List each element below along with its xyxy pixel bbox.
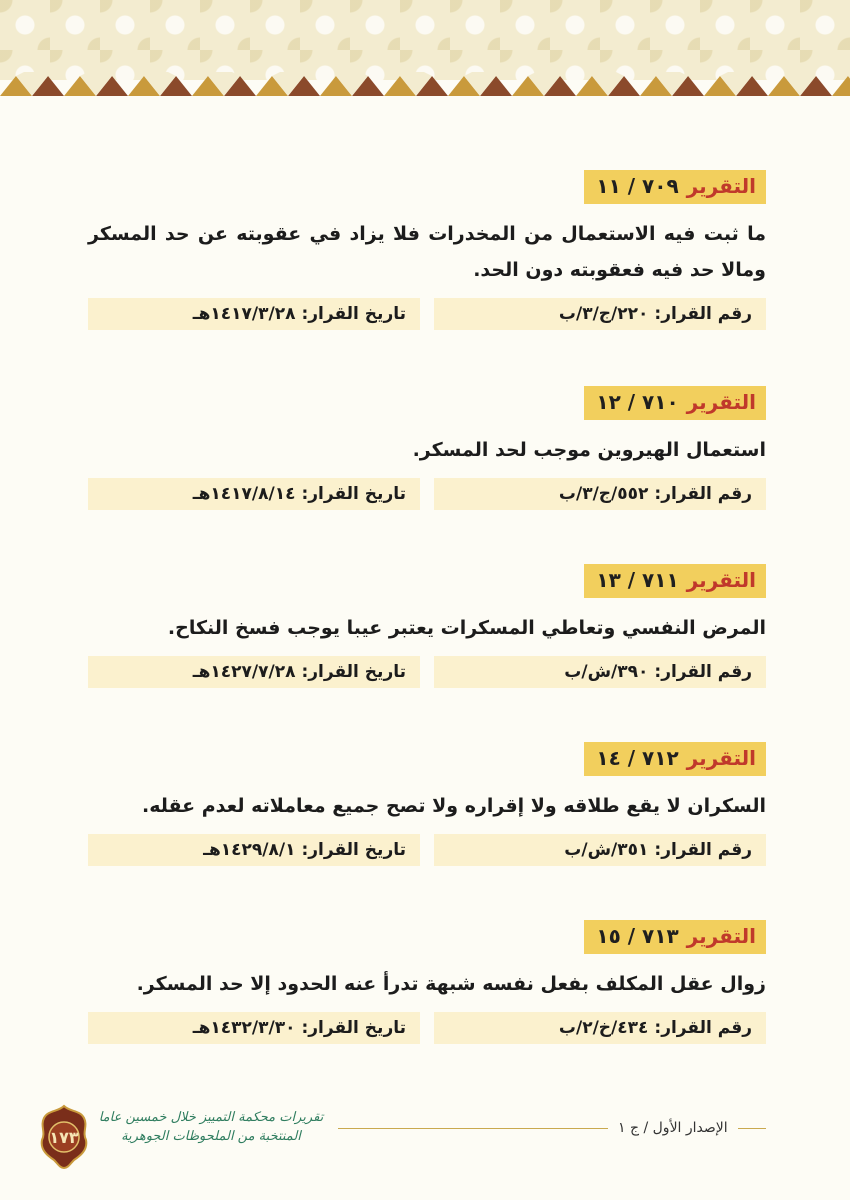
report-heading [584,386,766,420]
decision-date-box [88,656,420,688]
report-entry [88,386,766,510]
series-title [96,1108,326,1146]
decision-number-box [434,834,766,866]
decision-number-label: رقم القرار: [654,840,752,860]
decision-info [88,298,766,330]
decision-date-label: تاريخ القرار: [301,484,406,504]
decision-date-box [88,478,420,510]
page-footer [0,1090,850,1200]
report-label: التقرير [686,924,756,948]
decision-number-box [434,478,766,510]
header-pattern [0,0,850,80]
part-label: الإصدار الأول / ج ١ [608,1114,738,1142]
series-line-1: تقريرات محكمة التمييز خلال خمسين عاما [98,1110,324,1125]
decision-number: ٥٥٢/ج/٣/ب [558,484,649,504]
report-entry [88,564,766,688]
zigzag-border [0,72,850,96]
report-label: التقرير [686,568,756,592]
series-line-2: المنتخبة من الملحوظات الجوهرية [121,1129,301,1144]
report-text: السكران لا يقع طلاقه ولا إقراره ولا تصح جميع معاملاته لعدم عقله. [141,795,766,817]
decision-date: ١٤٣٢/٣/٣٠هـ [192,1018,296,1038]
report-label: التقرير [686,746,756,770]
page-number: ١٧٣ [49,1128,79,1147]
decision-info [88,656,766,688]
decision-number-label: رقم القرار: [654,1018,752,1038]
report-text: زوال عقل المكلف بفعل نفسه شبهة تدرأ عنه الحدود إلا حد المسكر. [136,973,766,995]
decision-number-label: رقم القرار: [654,304,752,324]
report-number: ٧١٢ / ١٤ [596,746,679,770]
report-text: استعمال الهيروين موجب لحد المسكر. [412,439,766,461]
decision-number: ٢٢٠/ج/٣/ب [558,304,649,324]
report-label: التقرير [686,174,756,198]
report-text: المرض النفسي وتعاطي المسكرات يعتبر عيبا يوجب فسخ النكاح. [167,617,766,639]
report-entry [88,920,766,1044]
decision-date-label: تاريخ القرار: [301,662,406,682]
report-number: ٧١٣ / ١٥ [596,924,679,948]
report-text: ما ثبت فيه الاستعمال من المخدرات فلا يزاد في عقوبته عن حد المسكر ومالا حد فيه فعقوبته دون الحد. [88,223,766,281]
decision-date-label: تاريخ القرار: [301,840,406,860]
decision-info [88,834,766,866]
report-label: التقرير [686,390,756,414]
decision-date-label: تاريخ القرار: [301,1018,406,1038]
report-heading [584,564,766,598]
decision-number-label: رقم القرار: [654,484,752,504]
decision-date: ١٤٢٧/٧/٢٨هـ [192,662,296,682]
decision-date-label: تاريخ القرار: [301,304,406,324]
report-number: ٧١١ / ١٣ [596,568,679,592]
decision-number-box [434,1012,766,1044]
report-heading [584,170,766,204]
report-heading [584,742,766,776]
decision-info [88,1012,766,1044]
decision-number-box [434,656,766,688]
report-entry [88,170,766,330]
decision-date-box [88,1012,420,1044]
decision-number-box [434,298,766,330]
decision-number-label: رقم القرار: [654,662,752,682]
report-heading [584,920,766,954]
report-number: ٧١٠ / ١٢ [596,390,679,414]
decision-number: ٤٣٤/خ/٢/ب [558,1018,649,1038]
decision-date: ١٤١٧/٣/٢٨هـ [192,304,296,324]
report-number: ٧٠٩ / ١١ [596,174,679,198]
decision-info [88,478,766,510]
report-entry [88,742,766,866]
decision-number: ٣٩٠/ش/ب [564,662,649,682]
decision-date: ١٤٢٩/٨/١هـ [203,840,296,860]
decision-date: ١٤١٧/٨/١٤هـ [192,484,296,504]
decision-date-box [88,834,420,866]
decision-number: ٣٥١/ش/ب [564,840,649,860]
decision-date-box [88,298,420,330]
